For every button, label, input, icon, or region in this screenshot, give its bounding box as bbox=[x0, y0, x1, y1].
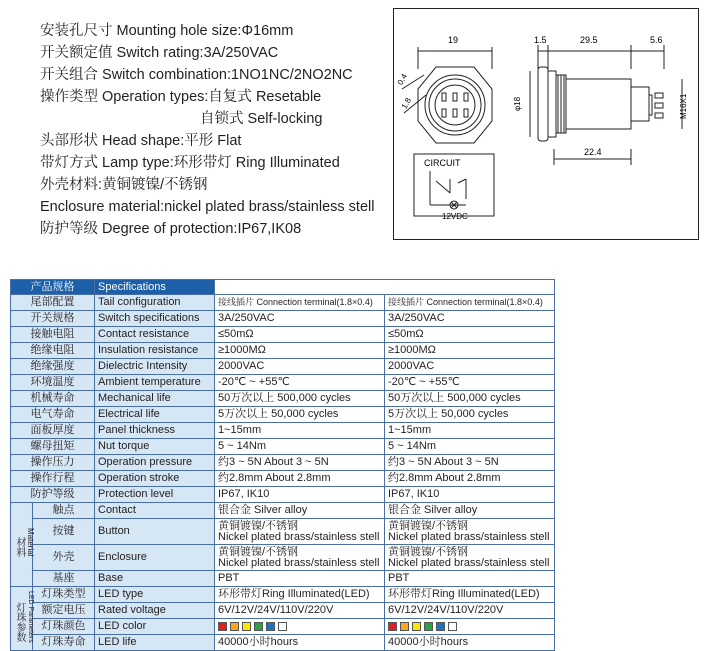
table-row: 按键 Button 黄铜镀镍/不锈钢 Nickel plated brass/stainless stell 黄铜镀镍/不锈钢 Nickel plated brass/stainless stell bbox=[11, 519, 555, 545]
table-row: 基座 Base PBT PBT bbox=[11, 571, 555, 587]
dim-5-6: 5.6 bbox=[650, 35, 663, 45]
led-swatch-blue bbox=[436, 622, 445, 631]
table-row: 额定电压 Rated voltage 6V/12V/24V/110V/220V 6V/12V/24V/110V/220V bbox=[11, 603, 555, 619]
led-color-swatches-2 bbox=[385, 619, 555, 635]
spec-mounting-hole: 安装孔尺寸 Mounting hole size:Φ16mm bbox=[40, 23, 294, 39]
table-row: 尾部配置 Tail configuration 接线插片 Connection terminal(1.8×0.4) 接线插片 Connection terminal(1.8×0.4) bbox=[11, 295, 555, 311]
table-row: 开关规格 Switch specifications 3A/250VAC 3A/250VAC bbox=[11, 311, 555, 327]
led-swatch-green bbox=[254, 622, 263, 631]
table-row: 面板厚度 Panel thickness 1~15mm 1~15mm bbox=[11, 423, 555, 439]
led-swatch-yellow bbox=[412, 622, 421, 631]
spec-enclosure-en: Enclosure material:nickel plated brass/stainless stell bbox=[40, 199, 375, 215]
dim-29-5: 29.5 bbox=[580, 35, 598, 45]
table-row: 灯珠寿命 LED life 40000小时hours 40000小时hours bbox=[11, 635, 555, 651]
table-row: 电气寿命 Electrical life 5万次以上 50,000 cycles 5万次以上 50,000 cycles bbox=[11, 407, 555, 423]
spec-operation-types: 操作类型 Operation types:自复式 Resetable bbox=[40, 89, 322, 105]
table-row: 螺母扭矩 Nut torque 5 ~ 14Nm 5 ~ 14Nm bbox=[11, 439, 555, 455]
header-en: Specifications bbox=[95, 280, 215, 295]
led-swatch-red bbox=[388, 622, 397, 631]
table-row: 接触电阻 Contact resistance ≤50mΩ ≤50mΩ bbox=[11, 327, 555, 343]
dim-1-5: 1.5 bbox=[534, 35, 547, 45]
table-row: 操作压力 Operation pressure 约3 ~ 5N About 3 ~ 5N 约3 ~ 5N About 3 ~ 5N bbox=[11, 455, 555, 471]
technical-drawing bbox=[393, 8, 699, 240]
led-group-label: 灯珠参数 LED Parameters bbox=[11, 587, 33, 651]
dim-phi18: φ18 bbox=[513, 96, 522, 111]
table-row: 机械寿命 Mechanical life 50万次以上 500,000 cycles 50万次以上 500,000 cycles bbox=[11, 391, 555, 407]
table-row: 操作行程 Operation stroke 约2.8mm About 2.8mm 约2.8mm About 2.8mm bbox=[11, 471, 555, 487]
dim-m16: M16X1 bbox=[679, 93, 688, 119]
dim-19: 19 bbox=[448, 35, 459, 45]
drawing-svg bbox=[394, 9, 700, 241]
led-swatch-red bbox=[218, 622, 227, 631]
header-cn: 产品规格 bbox=[11, 280, 95, 295]
voltage-label: 12VDC bbox=[442, 212, 468, 221]
spec-protection: 防护等级 Degree of protection:IP67,IK08 bbox=[40, 221, 302, 237]
led-swatch-white bbox=[448, 622, 457, 631]
table-row: 灯珠颜色 LED color bbox=[11, 619, 555, 635]
spec-lamp-type: 带灯方式 Lamp type:环形带灯 Ring Illuminated bbox=[40, 155, 340, 171]
material-group-label: 材料Material bbox=[11, 503, 33, 587]
spec-switch-rating: 开关额定值 Switch rating:3A/250VAC bbox=[40, 45, 279, 61]
circuit-label: CIRCUIT bbox=[424, 158, 461, 168]
table-row: 灯珠参数 LED Parameters 灯珠类型 LED type 环形带灯Ring Illuminated(LED) 环形带灯Ring Illuminated(LED) bbox=[11, 587, 555, 603]
spec-enclosure-cn: 外壳材料:黄铜镀镍/不锈钢 bbox=[40, 177, 208, 193]
led-swatch-blue bbox=[266, 622, 275, 631]
led-swatch-orange bbox=[400, 622, 409, 631]
dim-1-8: 1.8 bbox=[399, 96, 414, 111]
table-row: 绝缘强度 Dielectric Intensity 2000VAC 2000VAC bbox=[11, 359, 555, 375]
table-header-row bbox=[11, 280, 555, 295]
table-row: 材料Material 触点 Contact 银合金 Silver alloy 银合金 Silver alloy bbox=[11, 503, 555, 519]
table-row: 外壳 Enclosure 黄铜镀镍/不锈钢 Nickel plated brass/stainless stell 黄铜镀镍/不锈钢 Nickel plated brass/stainless stell bbox=[11, 545, 555, 571]
dim-22-4: 22.4 bbox=[584, 147, 602, 157]
table-row: 环境温度 Ambient temperature -20℃ ~ +55℃ -20℃ ~ +55℃ bbox=[11, 375, 555, 391]
spec-operation-selflocking: 自锁式 Self-locking bbox=[200, 111, 323, 127]
spec-head-shape: 头部形状 Head shape:平形 Flat bbox=[40, 133, 242, 149]
specifications-table bbox=[10, 279, 555, 651]
led-swatch-green bbox=[424, 622, 433, 631]
spec-switch-combination: 开关组合 Switch combination:1NO1NC/2NO2NC bbox=[40, 67, 353, 83]
led-swatch-yellow bbox=[242, 622, 251, 631]
led-swatch-white bbox=[278, 622, 287, 631]
led-swatch-orange bbox=[230, 622, 239, 631]
led-color-swatches-1 bbox=[215, 619, 385, 635]
table-row: 绝缘电阻 Insulation resistance ≥1000MΩ ≥1000MΩ bbox=[11, 343, 555, 359]
dim-0-4: 0.4 bbox=[395, 72, 410, 87]
table-row: 防护等级 Protection level IP67, IK10 IP67, IK10 bbox=[11, 487, 555, 503]
